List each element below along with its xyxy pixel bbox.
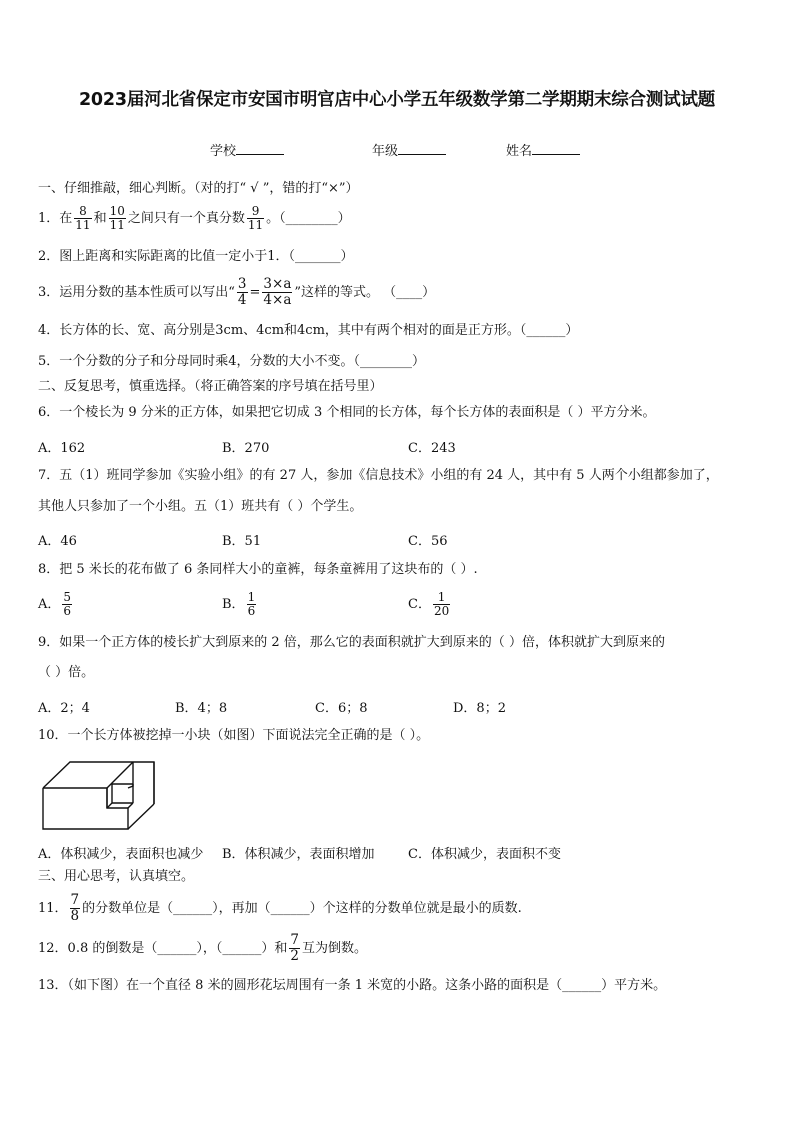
question-11: 11． $\frac{7}{8}$ 的分数单位是（______），再加（______）个这样的分数单位就是最小的质数. [38,892,522,924]
grade-field [372,140,446,159]
fraction: $\frac{10}{11}$ [109,204,125,232]
q10-option-c: C．体积减少，表面积不变 [408,847,561,862]
question-9-line2: （ ）倍。 [38,665,95,680]
q10-option-a: A．体积减少，表面积也减少 [38,847,204,862]
cuboid-top-face [43,762,154,804]
fraction: $\frac{1}{6}$ [247,590,256,618]
question-3: 3．运用分数的基本性质可以写出“ $\frac{3}{4}$ = $\frac{3\times a}{4\times a}$ ”这样的等式。 （____） [38,276,436,308]
q9-option-a: A．2；4 [38,701,90,716]
q6-option-a: A．162 [38,441,86,456]
q7-option-a: A．46 [38,534,77,549]
name-label: 姓名 [506,144,533,159]
fraction: $\frac{5}{6}$ [63,590,72,618]
grade-label: 年级 [372,144,399,159]
question-6: 6．一个棱长为 9 分米的正方体，如果把它切成 3 个相同的长方体，每个长方体的表面积是（ ）平方分米。 [38,405,656,420]
name-field [506,140,580,159]
section3-heading: 三、用心思考，认真填空。 [38,869,195,884]
cuboid-front-face [43,788,128,829]
q9-option-d: D．8；2 [453,701,506,716]
section2-heading: 二、反复思考，慎重选择。（将正确答案的序号填在括号里） [38,379,383,394]
question-8: 8．把 5 米长的花布做了 6 条同样大小的童裤，每条童裤用了这块布的（ ）. [38,562,478,577]
question-13: 13．（如下图）在一个直径 8 米的圆形花坛周围有一条 1 米宽的小路。这条小路的面积是（______）平方米。 [38,978,667,993]
question-2: 2．图上距离和实际距离的比值一定小于1．（_______） [38,249,354,264]
question-7-line2: 其他人只参加了一个小组。五（1）班共有（ ）个学生。 [38,499,363,514]
question-10: 10．一个长方体被挖掉一小块（如图）下面说法完全正确的是（ ）。 [38,728,430,743]
q9-option-c: C．6；8 [315,701,368,716]
q6-option-c: C．243 [408,441,456,456]
fraction: $\frac{8}{11}$ [75,204,91,232]
q10-option-b: B．体积减少，表面积增加 [222,847,375,862]
section1-heading: 一、仔细推敲，细心判断。（对的打“ √ ”，错的打“×”） [38,181,359,196]
question-4: 4．长方体的长、宽、高分别是3cm、4cm和4cm，其中有两个相对的面是正方形。（______） [38,323,579,338]
fraction: $\frac{7}{2}$ [290,932,299,964]
q8-option-b: B． $\frac{1}{6}$ [222,590,256,618]
fraction: $\frac{3}{4}$ [237,276,247,308]
page-title: 2023届河北省保定市安国市明官店中心小学五年级数学第二学期期末综合测试试题 [78,90,716,110]
fraction: $\frac{9}{11}$ [247,204,264,232]
fraction: $\frac{7}{8}$ [70,892,80,924]
q8-option-c: C． $\frac{1}{20}$ [408,590,450,618]
question-5: 5．一个分数的分子和分母同时乘4，分数的大小不变。（________） [38,354,426,369]
school-label: 学校 [210,144,237,159]
name-blank [532,142,580,155]
cuboid-figure [40,758,160,832]
question-12: 12．0.8 的倒数是（______），（______）和 $\frac{7}{2}$ 互为倒数。 [38,932,367,964]
school-field [210,140,284,159]
school-blank [236,142,284,155]
question-1: 1．在 $\frac{8}{11}$ 和 $\frac{10}{11}$ 之间只有一个真分数 $\frac{9}{11}$ 。（________） [38,204,351,232]
q8-option-a: A． $\frac{5}{6}$ [38,590,72,618]
q9-option-b: B．4；8 [175,701,228,716]
q7-option-b: B．51 [222,534,262,549]
fraction: $\frac{3\times a}{4\times a}$ [263,276,292,308]
question-9-line1: 9．如果一个正方体的棱长扩大到原来的 2 倍，那么它的表面积就扩大到原来的（ ）倍，体积就扩大到原来的 [38,635,665,650]
q6-option-b: B．270 [222,441,270,456]
question-7-line1: 7．五（1）班同学参加《实验小组》的有 27 人，参加《信息技术》小组的有 24 人，其中有 5 人两个小组都参加了， [38,468,719,483]
fraction: $\frac{1}{20}$ [433,590,450,618]
q7-option-c: C．56 [408,534,448,549]
grade-blank [398,142,446,155]
